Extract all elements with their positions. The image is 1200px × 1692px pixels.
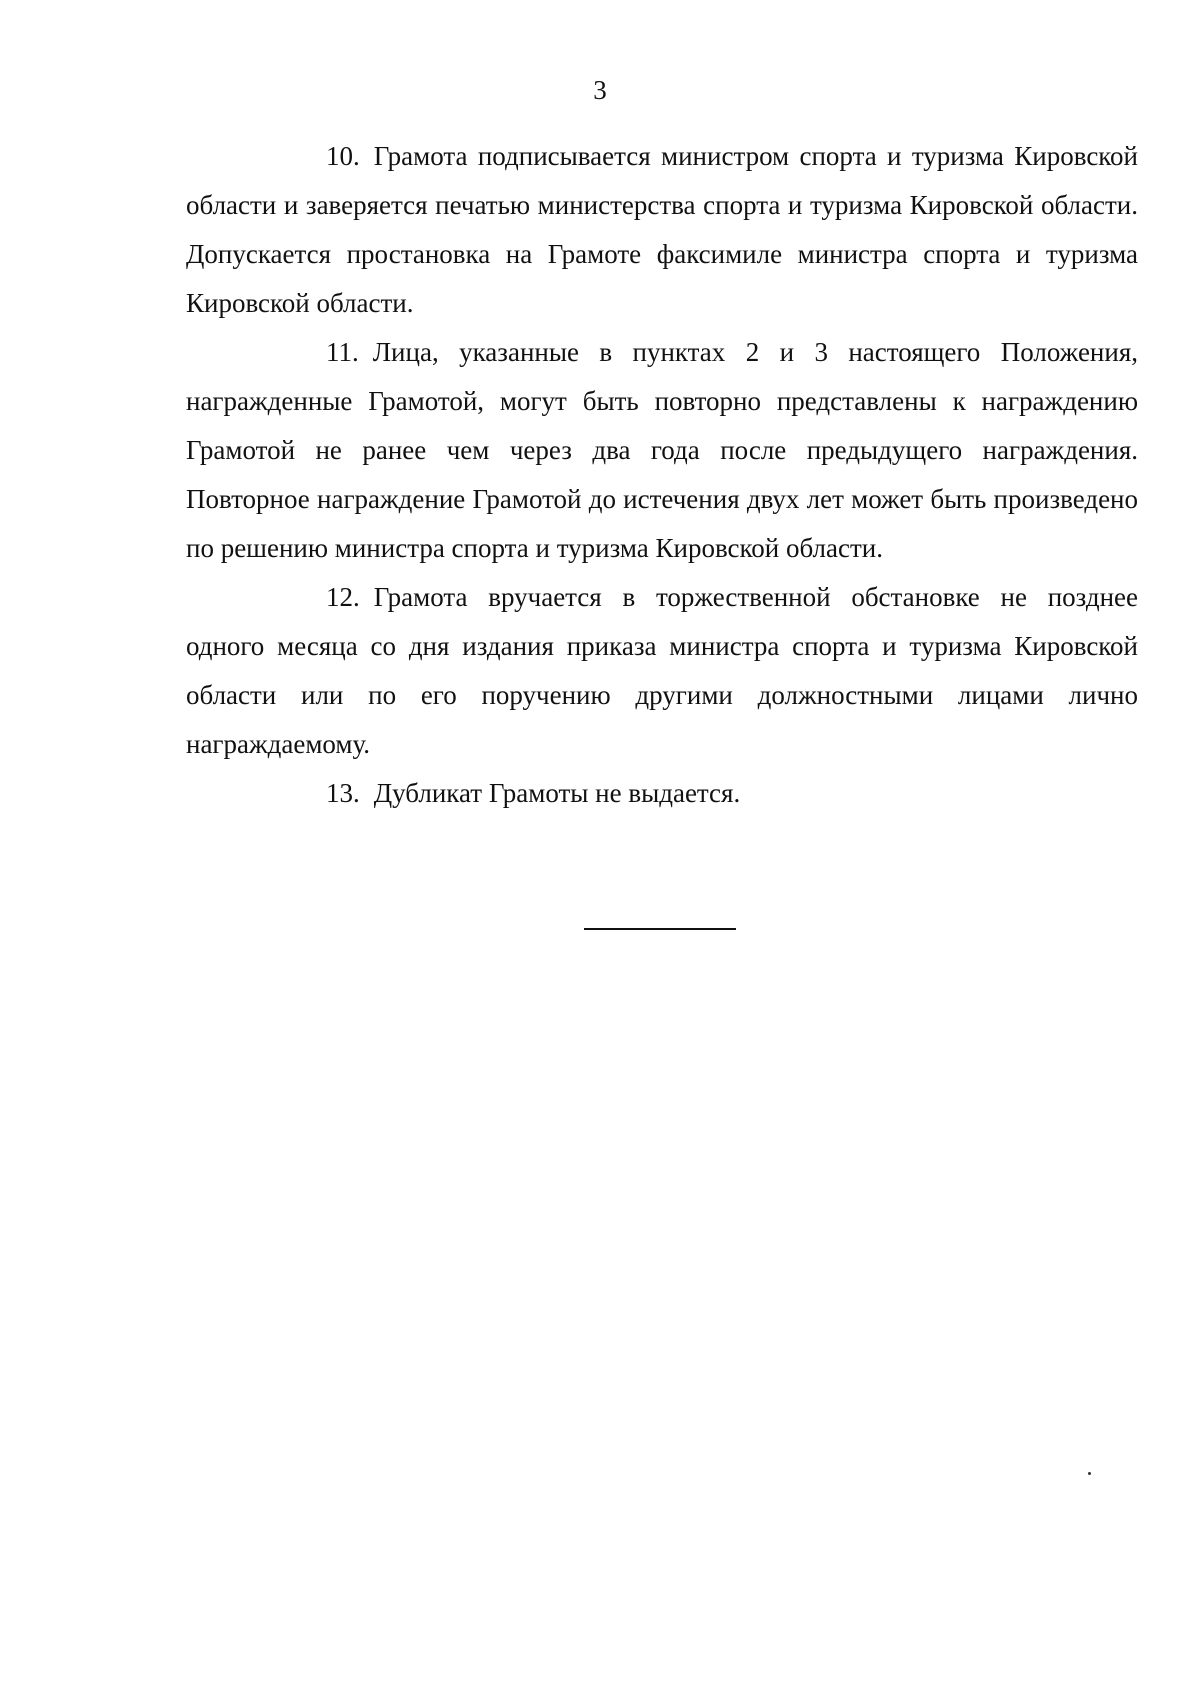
paragraph-text: Лица, указанные в пунктах 2 и 3 настоящего Положения, награжденные Грамотой, могут быть повторно представлены к награждению Грамотой не ранее чем через два года после предыдущего награждения. Повторное награждение Грамотой до истечения двух лет может быть произведено по решению министра спорта и туризма Кировской области. bbox=[186, 337, 1138, 563]
paragraph-text: Грамота подписывается министром спорта и туризма Кировской области и заверяется печатью министерства спорта и туризма Кировской области. Допускается простановка на Грамоте факсимиле министра спорта и туризма Кировской области. bbox=[186, 141, 1138, 318]
end-separator-line bbox=[584, 928, 736, 930]
paragraph-text: Грамота вручается в торжественной обстановке не позднее одного месяца со дня издания приказа министра спорта и туризма Кировской области или по его поручению другими должностными лицами лично награждаемому. bbox=[186, 582, 1138, 759]
paragraph-number: 13. bbox=[326, 778, 360, 808]
paragraph-text: Дубликат Грамоты не выдается. bbox=[373, 778, 741, 808]
paragraph-number: 12. bbox=[326, 582, 360, 612]
document-body bbox=[186, 132, 1138, 818]
paragraph-13 bbox=[186, 769, 1138, 818]
paragraph-number: 11. bbox=[326, 337, 359, 367]
paragraph-10 bbox=[186, 132, 1138, 328]
paragraph-number: 10. bbox=[326, 141, 360, 171]
scan-speck bbox=[1088, 1472, 1091, 1475]
page-number: 3 bbox=[593, 75, 607, 105]
paragraph-11 bbox=[186, 328, 1138, 573]
paragraph-12 bbox=[186, 573, 1138, 769]
